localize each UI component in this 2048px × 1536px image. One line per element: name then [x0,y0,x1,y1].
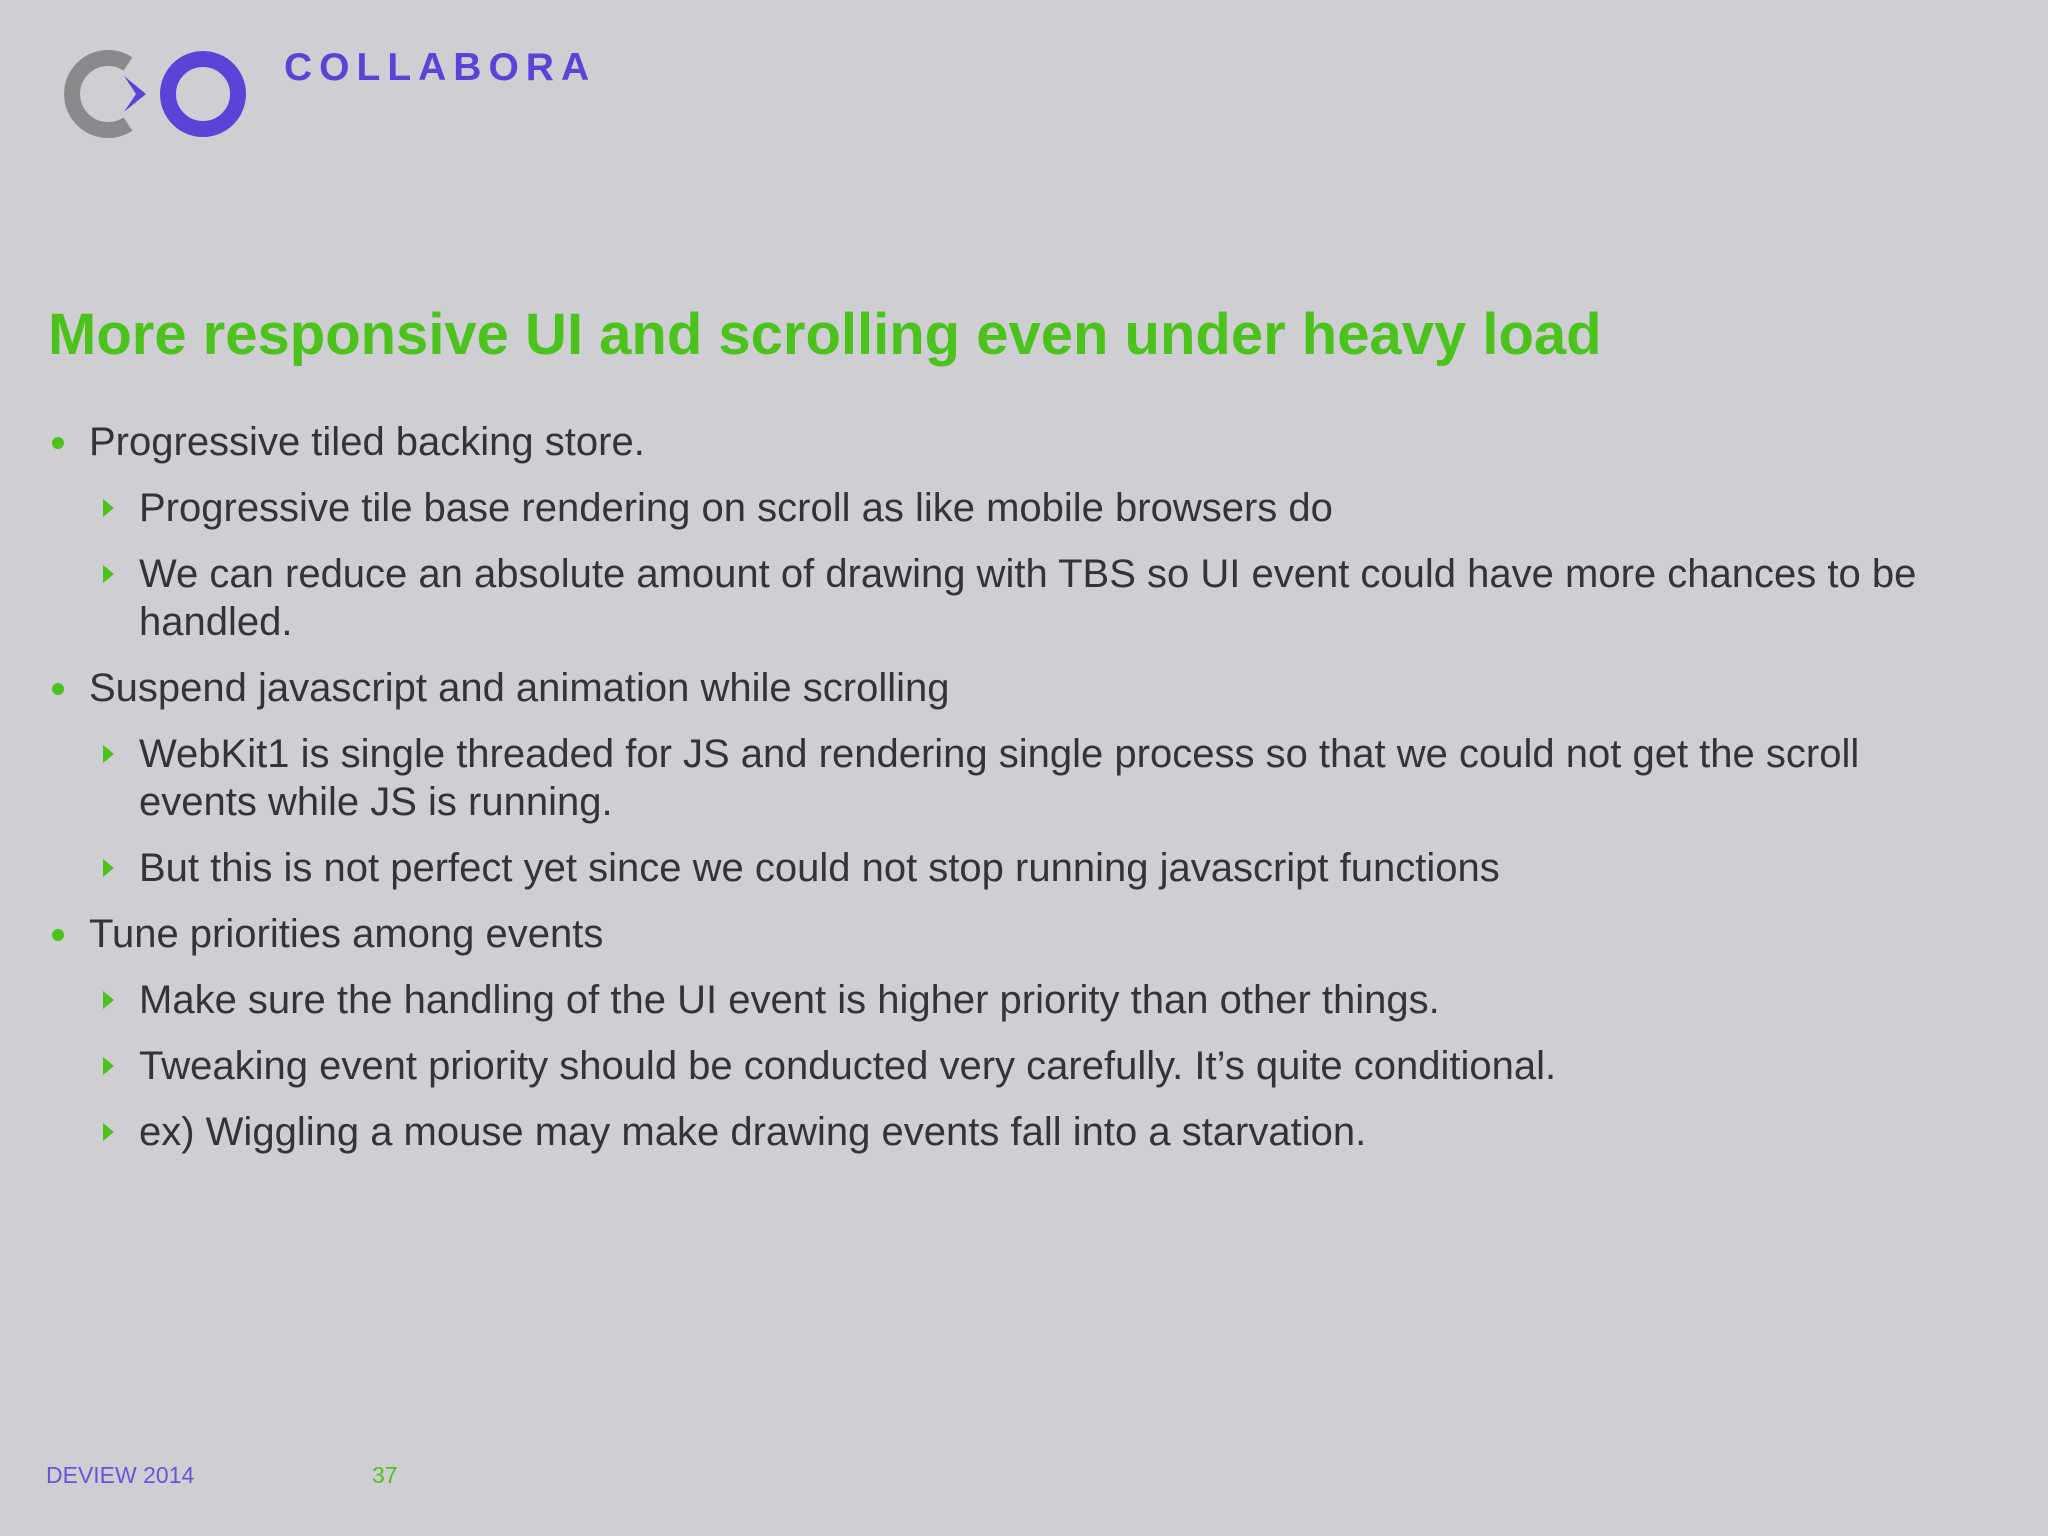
triangle-bullet-icon [103,859,114,877]
logo-wordmark: COLLABORA [284,46,597,89]
bullet-item [48,664,1978,712]
collabora-logo [50,48,610,143]
sub-bullet-item [48,1042,1978,1090]
sub-bullet-item [48,1108,1978,1156]
sub-bullet-text: We can reduce an absolute amount of drawing with TBS so UI event could have more chances to be handled. [139,552,1917,644]
sub-bullet-item [48,550,1978,646]
bullet-dot-icon [52,437,64,449]
collabora-co-logo-icon [50,48,250,143]
triangle-bullet-icon [103,565,114,583]
bullet-text: Suspend javascript and animation while scrolling [89,666,950,710]
footer-event-label: DEVIEW 2014 [46,1462,195,1488]
bullet-item [48,418,1978,466]
bullet-dot-icon [52,683,64,695]
sub-bullet-text: WebKit1 is single threaded for JS and rendering single process so that we could not get the scroll events while JS is running. [139,732,1860,824]
triangle-bullet-icon [103,745,114,763]
sub-bullet-item [48,844,1978,892]
footer-page-number: 37 [372,1462,398,1488]
sub-bullet-item [48,976,1978,1024]
bullet-list [48,418,1978,1174]
triangle-bullet-icon [103,991,114,1009]
slide-title: More responsive UI and scrolling even under heavy load [48,302,1602,367]
triangle-bullet-icon [103,499,114,517]
sub-bullet-item [48,484,1978,532]
triangle-bullet-icon [103,1057,114,1075]
bullet-dot-icon [52,929,64,941]
bullet-text: Progressive tiled backing store. [89,420,645,464]
sub-bullet-item [48,730,1978,826]
triangle-bullet-icon [103,1123,114,1141]
bullet-text: Tune priorities among events [89,912,604,956]
sub-bullet-text: Progressive tile base rendering on scroll as like mobile browsers do [139,486,1333,530]
sub-bullet-text: Tweaking event priority should be conducted very carefully. It’s quite conditional. [139,1044,1557,1088]
sub-bullet-text: ex) Wiggling a mouse may make drawing events fall into a starvation. [139,1110,1367,1154]
bullet-item [48,910,1978,958]
sub-bullet-text: But this is not perfect yet since we could not stop running javascript functions [139,846,1500,890]
sub-bullet-text: Make sure the handling of the UI event is higher priority than other things. [139,978,1440,1022]
